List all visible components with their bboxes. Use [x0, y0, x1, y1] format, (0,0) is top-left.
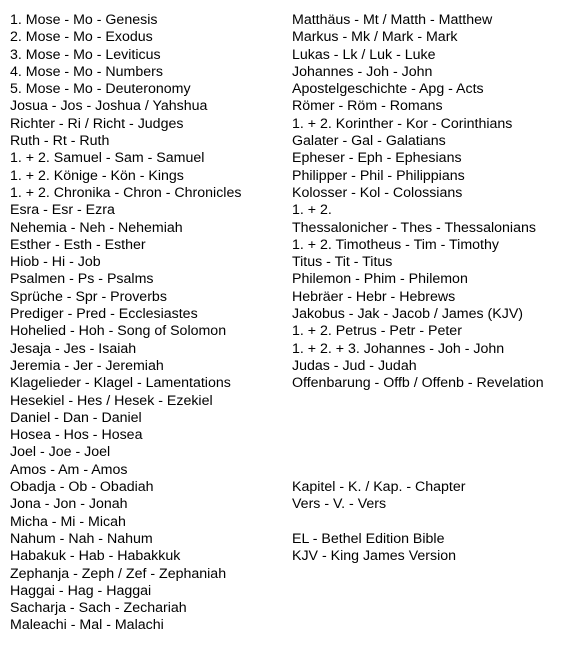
book-entry: Esther - Esth - Esther: [10, 236, 146, 253]
book-entry: Judas - Jud - Judah: [292, 357, 417, 374]
book-entry: Jakobus - Jak - Jacob / James (KJV): [292, 306, 524, 323]
version-entry: EL - Bethel Edition Bible: [292, 530, 445, 547]
book-entry: Maleachi - Mal - Malachi: [10, 617, 164, 634]
spacer: [292, 427, 544, 444]
book-entry: Obadja - Ob - Obadiah: [10, 479, 154, 496]
spacer: [292, 410, 544, 427]
book-entry: Micha - Mi - Micah: [10, 513, 126, 530]
book-entry: 1. + 2. Petrus - Petr - Peter: [292, 323, 462, 340]
book-entry: Amos - Am - Amos: [10, 461, 128, 478]
book-entry: Markus - Mk / Mark - Mark: [292, 29, 458, 46]
book-entry: Klagelieder - Klagel - Lamentations: [10, 375, 231, 392]
book-entry: 4. Mose - Mo - Numbers: [10, 63, 163, 80]
book-entry: Jesaja - Jes - Isaiah: [10, 340, 137, 357]
book-entry: Prediger - Pred - Ecclesiastes: [10, 306, 198, 323]
book-entry: Sprüche - Spr - Proverbs: [10, 288, 167, 305]
book-entry: 1. + 2. Chronika - Chron - Chronicles: [10, 184, 242, 201]
term-entry: Kapitel - K. / Kap. - Chapter: [292, 479, 466, 496]
book-entry: Nehemia - Neh - Nehemiah: [10, 219, 183, 236]
version-entry: KJV - King James Version: [292, 548, 457, 565]
book-entry: Hiob - Hi - Job: [10, 254, 101, 271]
old-testament-column: [10, 12, 241, 635]
book-entry: Matthäus - Mt / Matth - Matthew: [292, 12, 493, 28]
new-testament-column: [292, 12, 544, 566]
book-entry: 1. + 2.: [292, 202, 332, 219]
book-entry: Epheser - Eph - Ephesians: [292, 150, 462, 167]
book-entry: 2. Mose - Mo - Exodus: [10, 29, 153, 46]
book-entry: Römer - Röm - Romans: [292, 98, 443, 115]
book-entry: 1. + 2. Korinther - Kor - Corinthians: [292, 115, 513, 132]
book-entry: Offenbarung - Offb / Offenb - Revelation: [292, 375, 544, 392]
book-entry: Thessalonicher - Thes - Thessalonians: [292, 219, 536, 236]
book-entry: Jeremia - Jer - Jeremiah: [10, 357, 164, 374]
book-entry: Philemon - Phim - Philemon: [292, 271, 468, 288]
spacer: [292, 393, 544, 410]
book-entry: Haggai - Hag - Haggai: [10, 582, 152, 599]
book-entry: 1. + 2. Timotheus - Tim - Timothy: [292, 236, 499, 253]
book-entry: Nahum - Nah - Nahum: [10, 530, 153, 547]
book-entry: Psalmen - Ps - Psalms: [10, 271, 154, 288]
book-entry: Habakuk - Hab - Habakkuk: [10, 548, 181, 565]
book-entry: Hohelied - Hoh - Song of Solomon: [10, 323, 227, 340]
book-entry: Joel - Joe - Joel: [10, 444, 111, 461]
book-entry: Titus - Tit - Titus: [292, 254, 393, 271]
book-entry: Ruth - Rt - Ruth: [10, 133, 110, 150]
book-entry: Lukas - Lk / Luk - Luke: [292, 46, 436, 63]
term-entry: Vers - V. - Vers: [292, 496, 387, 513]
book-entry: Hosea - Hos - Hosea: [10, 427, 143, 444]
book-entry: Richter - Ri / Richt - Judges: [10, 115, 184, 132]
book-entry: 1. + 2. + 3. Johannes - Joh - John: [292, 340, 505, 357]
book-entry: Hesekiel - Hes / Hesek - Ezekiel: [10, 392, 213, 409]
spacer: [292, 444, 544, 461]
book-entry: Esra - Esr - Ezra: [10, 202, 115, 219]
spacer: [292, 514, 544, 531]
book-entry: Daniel - Dan - Daniel: [10, 409, 142, 426]
book-entry: Josua - Jos - Joshua / Yahshua: [10, 98, 208, 115]
book-entry: Jona - Jon - Jonah: [10, 496, 128, 513]
book-entry: 1. Mose - Mo - Genesis: [10, 12, 158, 28]
book-entry: Philipper - Phil - Philippians: [292, 167, 465, 184]
book-entry: 1. + 2. Könige - Kön - Kings: [10, 167, 184, 184]
book-entry: Sacharja - Sach - Zechariah: [10, 600, 187, 617]
book-entry: 5. Mose - Mo - Deuteronomy: [10, 81, 191, 98]
book-entry: 1. + 2. Samuel - Sam - Samuel: [10, 150, 205, 167]
book-entry: Hebräer - Hebr - Hebrews: [292, 288, 456, 305]
book-entry: Apostelgeschichte - Apg - Acts: [292, 81, 484, 98]
book-entry: Zephanja - Zeph / Zef - Zephaniah: [10, 565, 227, 582]
book-entry: Galater - Gal - Galatians: [292, 133, 446, 150]
book-entry: 3. Mose - Mo - Leviticus: [10, 46, 161, 63]
spacer: [292, 462, 544, 479]
book-entry: Kolosser - Kol - Colossians: [292, 184, 463, 201]
book-entry: Johannes - Joh - John: [292, 63, 433, 80]
